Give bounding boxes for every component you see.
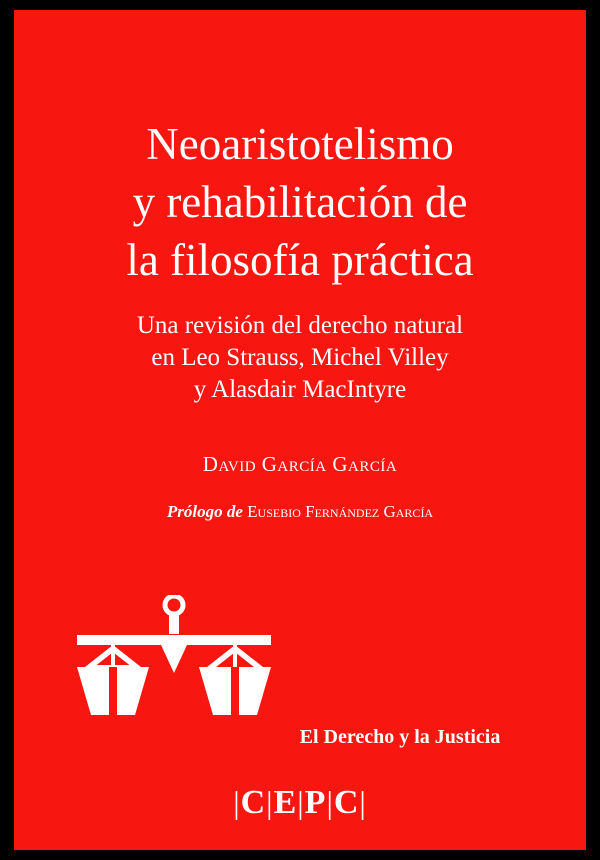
subtitle-line-3: y Alasdair MacIntyre xyxy=(193,376,407,403)
logo-letter-p: P xyxy=(304,784,327,821)
publisher-logo xyxy=(14,784,586,822)
logo-letter-c1: C xyxy=(240,784,267,821)
title-line-1: Neoaristotelismo xyxy=(146,119,454,169)
logo-bar-1: | xyxy=(233,784,241,820)
prologue-label: Prólogo de xyxy=(166,502,243,521)
subtitle-line-2: en Leo Strauss, Michel Villey xyxy=(151,344,449,371)
book-author: David García García xyxy=(202,452,398,476)
book-subtitle xyxy=(14,310,586,406)
book-title xyxy=(14,115,586,289)
logo-letter-c2: C xyxy=(333,784,360,821)
logo-bar-5: | xyxy=(359,784,367,820)
book-cover xyxy=(14,10,586,850)
title-line-2: y rehabilitación de xyxy=(132,177,468,227)
prologue-credit xyxy=(14,502,586,522)
logo-bar-2: | xyxy=(266,784,274,820)
title-line-3: la filosofía práctica xyxy=(126,235,474,285)
prologue-author: Eusebio Fernández García xyxy=(247,502,434,521)
logo-bar-4: | xyxy=(326,784,334,820)
collection-name: El Derecho y la Justicia xyxy=(299,726,501,748)
logo-bar-3: | xyxy=(297,784,305,820)
subtitle-line-1: Una revisión del derecho natural xyxy=(136,312,464,339)
logo-letter-e: E xyxy=(273,784,298,821)
